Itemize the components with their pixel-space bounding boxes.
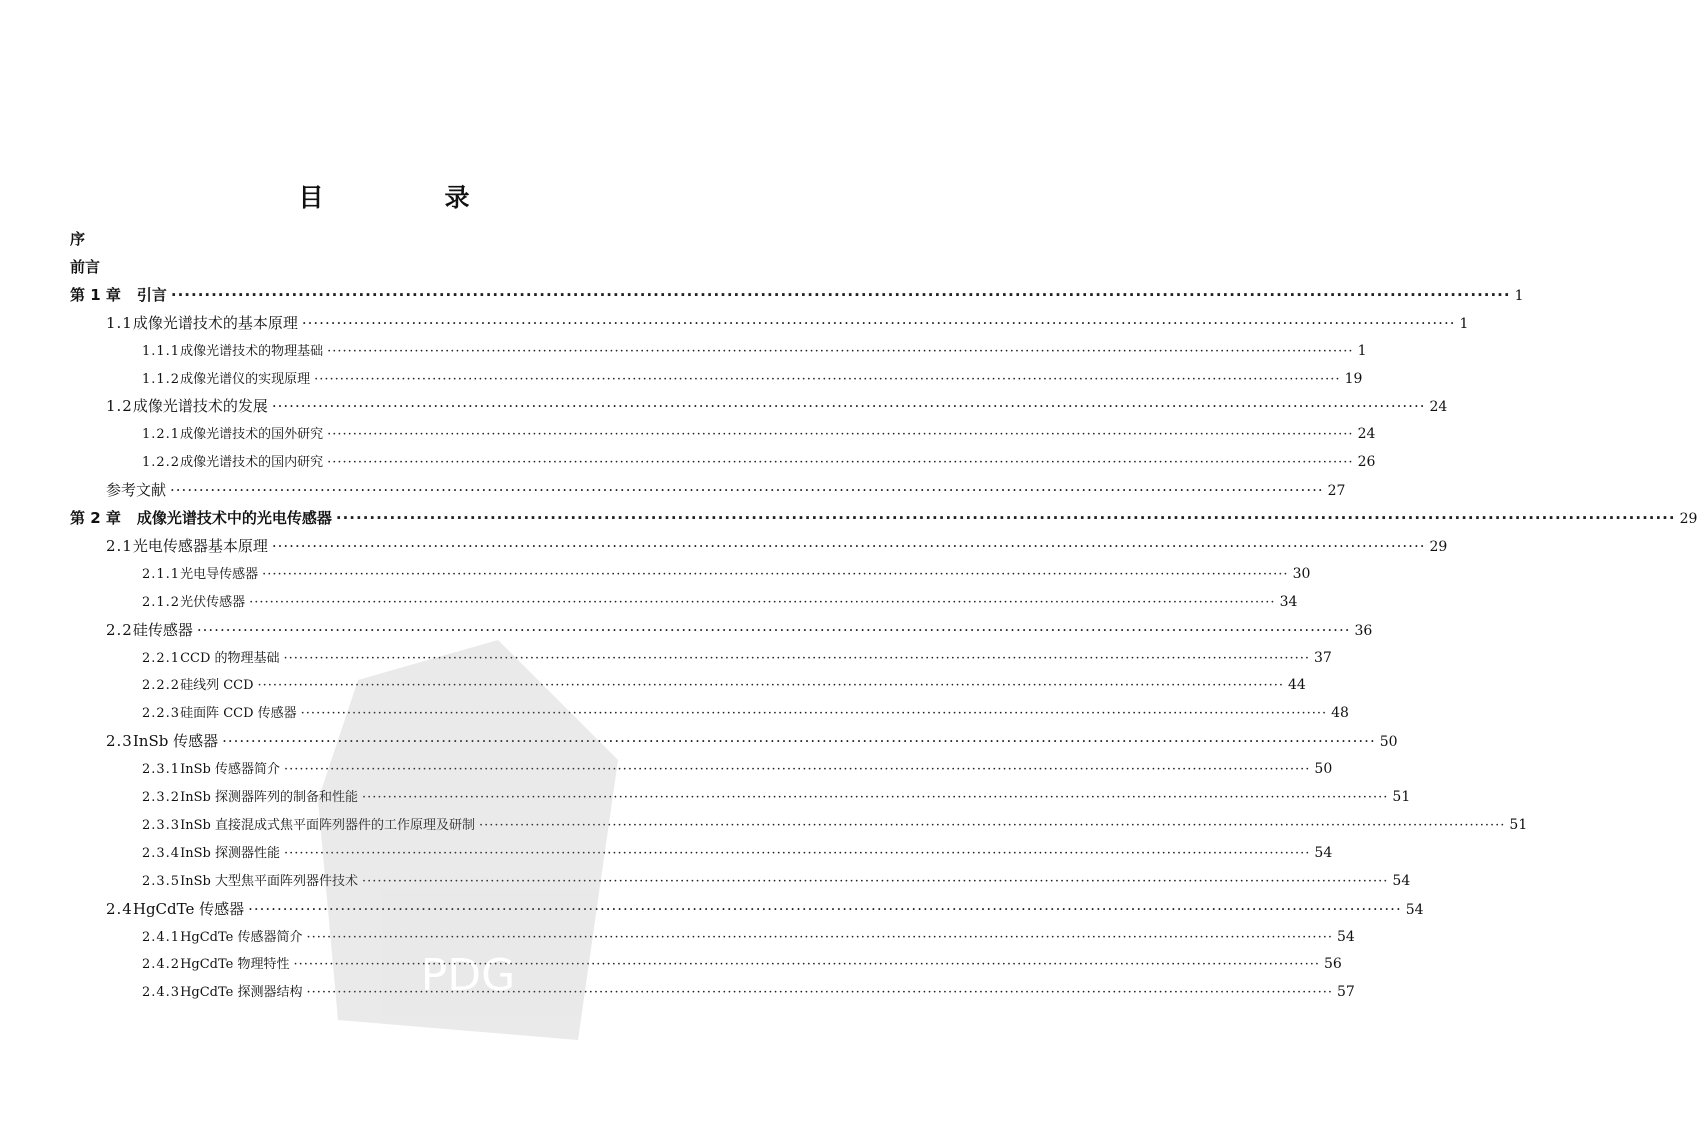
toc-entry-leader: ········································································································································································································ (335, 509, 1676, 527)
toc-entry-number: 2.1.1 (142, 566, 181, 582)
toc-entry-page: 54 (1392, 872, 1411, 889)
toc-entry-label: 光电导传感器 (180, 566, 259, 582)
toc-entry-leader: ········································································································································································································ (361, 873, 1389, 889)
toc-entry[interactable] (0, 842, 1333, 870)
toc-entry[interactable] (0, 786, 1411, 814)
toc-entry-page: 57 (1336, 984, 1355, 1001)
toc-entry[interactable] (0, 647, 1332, 675)
toc-entry-label: HgCdTe 探测器结构 (180, 985, 303, 1001)
toc-entry-page: 30 (1292, 565, 1311, 582)
toc-entry-page: 48 (1331, 705, 1349, 722)
toc-entry[interactable] (0, 953, 1342, 981)
toc-entry-label: InSb 传感器简介 (180, 762, 280, 778)
toc-entry-page: 50 (1379, 734, 1398, 751)
toc-entry-label: HgCdTe 传感器 (132, 899, 245, 918)
toc-entry-number: 2.4.2 (142, 957, 181, 973)
toc-entry[interactable] (0, 674, 1306, 702)
toc-entry-page: 50 (1314, 761, 1333, 778)
toc-entry[interactable] (0, 368, 1363, 396)
toc-entry-page: 37 (1314, 649, 1332, 666)
toc-entry-leader: ········································································································································································································ (257, 678, 1284, 694)
toc-entry[interactable] (0, 312, 1469, 340)
toc-entry-leader: ········································································································································································································ (327, 455, 1354, 471)
toc-entry-page: 19 (1344, 370, 1363, 387)
toc-entry-leader: ········································································································································································································ (249, 594, 1276, 610)
toc-entry[interactable] (0, 730, 1398, 758)
toc-entry-leader: ········································································································································································································ (306, 985, 1333, 1001)
toc-entry-label: 引言 (136, 285, 167, 304)
toc-entry[interactable] (0, 898, 1424, 926)
toc-entry-leader: ········································································································································································································ (361, 790, 1389, 805)
toc-entry-label: InSb 探测器性能 (180, 845, 280, 861)
toc-entry-leader: ········································································································································································································ (170, 481, 1324, 500)
toc-entry-page: 1 (1357, 342, 1367, 359)
toc-entry-number: 2.3.4 (142, 845, 181, 861)
toc-entry-number: 2.2 (106, 620, 133, 639)
toc-entry-leader: ········································································································································································································ (301, 313, 1456, 332)
toc-entry[interactable] (0, 507, 1697, 535)
toc-entry-page: 51 (1392, 789, 1411, 805)
toc-entry-number: 2.3.3 (142, 817, 181, 833)
toc-entry-label: CCD 的物理基础 (180, 650, 280, 666)
toc-entry[interactable] (0, 451, 1376, 479)
toc-entry-leader: ········································································································································································································ (170, 285, 1511, 304)
toc-entry-page: 51 (1509, 816, 1528, 833)
toc-entry[interactable] (0, 479, 1346, 507)
page-title: 目 录 (298, 183, 518, 212)
toc-entry-page: 36 (1354, 622, 1373, 639)
toc-entry-label: InSb 大型焦平面阵列器件技术 (180, 873, 358, 889)
toc-entry[interactable] (0, 284, 1524, 312)
toc-entry-page: 26 (1357, 454, 1376, 471)
toc-entry-number: 2.4.1 (142, 929, 181, 945)
toc-entry-label: 成像光谱技术中的光电传感器 (136, 509, 332, 527)
toc-entry-label: 参考文献 (106, 481, 167, 500)
toc-entry[interactable] (0, 256, 694, 284)
toc-entry[interactable] (0, 870, 1411, 898)
toc-entry[interactable] (0, 535, 1448, 563)
toc-entry-label: 成像光谱技术的国外研究 (180, 427, 324, 443)
toc-entry-label: 成像光谱技术的国内研究 (180, 455, 324, 471)
toc-entry-number: 1.1.1 (142, 343, 181, 359)
toc-entry-number: 1.1.2 (142, 371, 181, 387)
toc-entry-label: 成像光谱技术的基本原理 (132, 313, 298, 332)
toc-entry-label: InSb 直接混成式焦平面阵列器件的工作原理及研制 (180, 817, 475, 833)
toc-entry-page: 44 (1288, 677, 1306, 694)
toc-entry[interactable] (0, 423, 1376, 451)
toc-entry-label: 成像光谱技术的物理基础 (180, 343, 324, 359)
toc-entry-page: 24 (1429, 399, 1448, 416)
toc-entry-page: 29 (1429, 538, 1448, 555)
toc-entry-leader: ········································································································································································································ (283, 650, 1310, 666)
toc-entry-label: 光电传感器基本原理 (132, 536, 268, 555)
toc-entry[interactable] (0, 395, 1448, 423)
toc-entry-page: 1 (1514, 287, 1524, 304)
toc-entry[interactable] (0, 926, 1355, 954)
toc-entry-number: 2.3.5 (142, 873, 181, 889)
toc-entry-leader: ········································································································································································································ (314, 371, 1341, 387)
toc-entry-page: 54 (1405, 901, 1424, 918)
toc-entry-number: 第 2 章 (70, 509, 121, 527)
toc-entry-number: 2.4 (106, 899, 133, 918)
toc-entry-number: 2.3 (106, 732, 133, 751)
toc-entry-number: 1.2.2 (142, 455, 181, 471)
toc-entry-leader: ········································································································································································································ (222, 732, 1376, 751)
toc-entry-number: 2.1 (106, 536, 133, 555)
toc-entry-label: HgCdTe 传感器简介 (180, 929, 303, 945)
toc-entry-leader: ········································································································································································································ (478, 817, 1506, 833)
toc-entry-page: 1 (1459, 315, 1469, 332)
toc-entry-number: 第 1 章 (70, 285, 121, 304)
toc-entry-label: InSb 传感器 (132, 732, 219, 751)
toc-entry-number: 2.2.3 (142, 706, 181, 722)
toc-entry-page: 56 (1323, 956, 1342, 973)
toc-entry-leader: ········································································································································································································ (271, 397, 1426, 416)
toc-entry-number: 2.2.1 (142, 650, 181, 666)
toc-entry[interactable] (0, 758, 1333, 786)
toc-entry-page: 54 (1336, 928, 1355, 945)
toc-entry[interactable] (0, 981, 1355, 1009)
toc-entry-label: 硅面阵 CCD 传感器 (180, 706, 297, 722)
toc-entry[interactable] (0, 228, 694, 256)
toc-entry-label: 成像光谱仪的实现原理 (180, 371, 311, 387)
toc-entry-number: 2.3.1 (142, 762, 181, 778)
toc-entry-label: 硅线列 CCD (180, 678, 254, 694)
toc-entry[interactable] (0, 814, 1528, 842)
toc-entry-number: 2.3.2 (142, 790, 181, 805)
toc-entry-leader: ········································································································································································································ (283, 845, 1311, 861)
toc-entry-number: 2.4.3 (142, 985, 181, 1001)
toc-entry-leader: ········································································································································································································ (300, 706, 1328, 722)
toc-entry[interactable] (0, 619, 1373, 647)
toc-entry-number: 1.2.1 (142, 427, 181, 443)
toc-entry-label: 序 (70, 230, 86, 248)
toc-entry-page: 29 (1679, 511, 1697, 527)
toc-entry-number: 2.1.2 (142, 594, 181, 610)
toc-entry-leader: ········································································································································································································ (248, 899, 1402, 918)
toc-entry[interactable] (0, 591, 1298, 619)
watermark-text: PDG (420, 950, 516, 1001)
toc-entry-label: 光伏传感器 (180, 594, 246, 610)
toc-entry-label: InSb 探测器阵列的制备和性能 (180, 790, 358, 805)
toc-entry-label: 前言 (70, 257, 101, 276)
toc-entry[interactable] (0, 702, 1349, 730)
toc-entry-leader: ········································································································································································································ (262, 566, 1289, 582)
toc-entry-label: 成像光谱技术的发展 (132, 397, 268, 416)
toc-entry-page: 27 (1327, 483, 1346, 500)
toc-entry-leader: ········································································································································································································ (327, 343, 1354, 359)
toc-entry-leader: ········································································································································································································ (283, 762, 1311, 778)
toc-entry-leader: ········································································································································································································ (306, 929, 1333, 945)
toc-entry-leader: ········································································································································································································ (293, 957, 1320, 973)
toc-entry-number: 2.2.2 (142, 678, 181, 694)
toc-entry-label: HgCdTe 物理特性 (180, 957, 290, 973)
toc-entry-leader: ········································································································································································································ (196, 620, 1351, 639)
toc-entry-page: 54 (1314, 844, 1333, 861)
toc-entry-number: 1.1 (106, 313, 133, 332)
toc-entry[interactable] (0, 563, 1311, 591)
toc-entry-page: 24 (1357, 426, 1376, 443)
toc-entry[interactable] (0, 340, 1367, 368)
toc-entry-leader: ········································································································································································································ (271, 536, 1426, 555)
toc-entry-label: 硅传感器 (132, 620, 193, 639)
toc-entry-number: 1.2 (106, 397, 133, 416)
toc-entry-leader: ········································································································································································································ (327, 427, 1354, 443)
toc-entry-page: 34 (1279, 593, 1298, 610)
